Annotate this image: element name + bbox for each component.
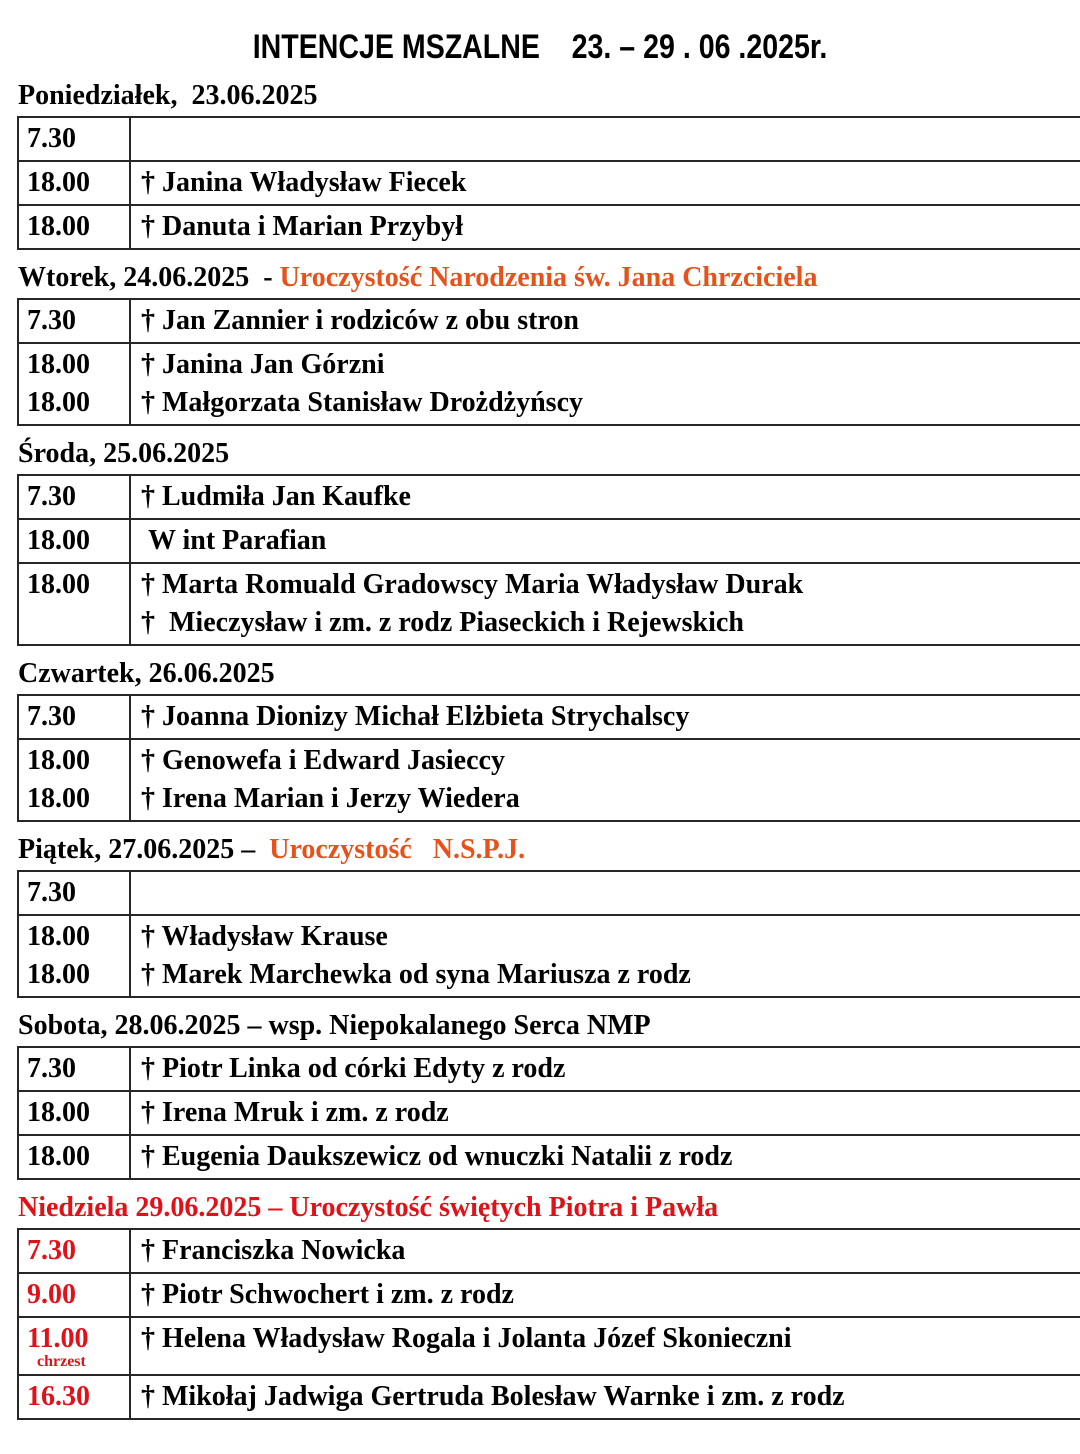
time-cell xyxy=(19,300,131,342)
intention-cell xyxy=(131,162,1080,204)
day-heading xyxy=(18,1191,1080,1224)
page-title-row xyxy=(0,26,1080,68)
intention-text: † Genowefa i Edward Jasieccy xyxy=(141,745,505,776)
time-label: 7.30 xyxy=(27,701,76,732)
intention-cell xyxy=(131,344,1080,424)
intention-text: † Marek Marchewka od syna Mariusza z rodz xyxy=(141,959,691,990)
intention-text: † Władysław Krause xyxy=(141,921,388,952)
time-cell xyxy=(19,916,131,996)
time-label: 18.00 xyxy=(27,921,90,952)
table-row xyxy=(19,872,1080,914)
intention-text: † Małgorzata Stanisław Drożdżyńscy xyxy=(141,387,583,418)
day-heading xyxy=(18,437,1080,470)
intention-cell xyxy=(131,1136,1080,1178)
intention-text: † Ludmiła Jan Kaufke xyxy=(141,481,411,512)
time-cell xyxy=(19,1376,131,1418)
time-label: 18.00 xyxy=(27,1097,90,1128)
table-row xyxy=(19,738,1080,820)
day-heading-part: Poniedziałek, 23.06.2025 xyxy=(18,80,318,111)
time-cell xyxy=(19,118,131,160)
time-label: 18.00 xyxy=(27,959,90,990)
table-row xyxy=(19,204,1080,248)
intention-cell xyxy=(131,206,1080,248)
table-row xyxy=(19,914,1080,996)
time-cell xyxy=(19,1318,131,1374)
time-cell xyxy=(19,564,131,644)
day-heading xyxy=(18,833,1080,866)
day-heading-part: Niedziela 29.06.2025 – Uroczystość świętych Piotra i Pawła xyxy=(18,1192,719,1223)
intention-text: † Joanna Dionizy Michał Elżbieta Strychalscy xyxy=(141,701,690,732)
intention-text: W int Parafian xyxy=(141,525,327,556)
time-label: 7.30 xyxy=(27,877,76,908)
day-heading-part: Uroczystość Narodzenia św. Jana Chrzciciela xyxy=(279,262,818,293)
time-cell xyxy=(19,1274,131,1316)
intention-cell xyxy=(131,300,1080,342)
day-section-piatek xyxy=(0,833,1080,998)
time-label: 16.30 xyxy=(27,1381,90,1412)
intentions-table xyxy=(17,474,1080,646)
time-cell xyxy=(19,1092,131,1134)
intention-cell xyxy=(131,520,1080,562)
intention-cell xyxy=(131,476,1080,518)
time-label: 18.00 xyxy=(27,525,90,556)
intention-cell xyxy=(131,1274,1080,1316)
intention-cell xyxy=(131,1048,1080,1090)
intention-text: † Danuta i Marian Przybył xyxy=(141,211,463,242)
day-section-sroda xyxy=(0,437,1080,646)
table-row xyxy=(19,342,1080,424)
time-label: 18.00 xyxy=(27,569,90,600)
day-section-niedziela xyxy=(0,1191,1080,1420)
table-row xyxy=(19,1134,1080,1178)
day-heading-part: Sobota, 28.06.2025 – wsp. Niepokalanego Serca NMP xyxy=(18,1010,651,1041)
intention-cell xyxy=(131,564,1080,644)
time-cell xyxy=(19,696,131,738)
intention-text: † Piotr Linka od córki Edyty z rodz xyxy=(141,1053,566,1084)
time-label: 9.00 xyxy=(27,1279,76,1310)
time-cell xyxy=(19,872,131,914)
intention-text: † Helena Władysław Rogala i Jolanta Józef Skonieczni xyxy=(141,1323,792,1354)
table-row xyxy=(19,1090,1080,1134)
intention-cell xyxy=(131,1230,1080,1272)
intention-cell xyxy=(131,1092,1080,1134)
time-cell xyxy=(19,520,131,562)
time-cell xyxy=(19,1230,131,1272)
intention-text: † Eugenia Daukszewicz od wnuczki Natalii z rodz xyxy=(141,1141,733,1172)
intention-text: † Janina Jan Górzni xyxy=(141,349,385,380)
table-row xyxy=(19,118,1080,160)
time-label: 18.00 xyxy=(27,387,90,418)
day-heading-part: Piątek, 27.06.2025 – xyxy=(18,834,270,865)
time-label: 7.30 xyxy=(27,1235,76,1266)
intentions-table xyxy=(17,298,1080,426)
time-label: 7.30 xyxy=(27,481,76,512)
table-row xyxy=(19,160,1080,204)
intention-text: † Irena Mruk i zm. z rodz xyxy=(141,1097,449,1128)
intentions-table xyxy=(17,1046,1080,1180)
time-label: 18.00 xyxy=(27,211,90,242)
intention-cell xyxy=(131,696,1080,738)
intention-cell xyxy=(131,1376,1080,1418)
intention-text xyxy=(141,120,1072,158)
time-label: 18.00 xyxy=(27,349,90,380)
intention-text: † Franciszka Nowicka xyxy=(141,1235,406,1266)
intention-text: † Piotr Schwochert i zm. z rodz xyxy=(141,1279,514,1310)
table-row xyxy=(19,518,1080,562)
day-heading xyxy=(18,79,1080,112)
time-note: chrzest xyxy=(37,1353,86,1370)
time-cell xyxy=(19,740,131,820)
time-cell xyxy=(19,1136,131,1178)
time-cell xyxy=(19,206,131,248)
intention-text: † Irena Marian i Jerzy Wiedera xyxy=(141,783,520,814)
day-heading-part: Środa, 25.06.2025 xyxy=(18,438,230,469)
intention-cell xyxy=(131,740,1080,820)
intention-cell xyxy=(131,1318,1080,1374)
table-row xyxy=(19,1272,1080,1316)
intention-cell xyxy=(131,118,1080,160)
intention-text: † Marta Romuald Gradowscy Maria Władysław Durak xyxy=(141,569,804,600)
intention-text: † Janina Władysław Fiecek xyxy=(141,167,467,198)
intention-text: † Mieczysław i zm. z rodz Piaseckich i Rejewskich xyxy=(141,607,744,638)
day-section-poniedzialek xyxy=(0,79,1080,250)
time-cell xyxy=(19,162,131,204)
day-section-sobota xyxy=(0,1009,1080,1180)
intention-cell xyxy=(131,872,1080,914)
table-row xyxy=(19,476,1080,518)
time-label: 11.00 xyxy=(27,1323,89,1354)
table-row xyxy=(19,1048,1080,1090)
page-title: INTENCJE MSZALNE 23. – 29 . 06 .2025r. xyxy=(252,28,828,66)
day-heading xyxy=(18,261,1080,294)
day-heading xyxy=(18,1009,1080,1042)
time-label: 18.00 xyxy=(27,745,90,776)
intention-text: † Jan Zannier i rodziców z obu stron xyxy=(141,305,579,336)
time-cell xyxy=(19,344,131,424)
day-heading xyxy=(18,657,1080,690)
time-label: 7.30 xyxy=(27,1053,76,1084)
table-row xyxy=(19,696,1080,738)
time-label: 7.30 xyxy=(27,123,76,154)
schedule-sections xyxy=(0,79,1080,1420)
day-section-czwartek xyxy=(0,657,1080,822)
time-label: 18.00 xyxy=(27,167,90,198)
intentions-table xyxy=(17,116,1080,250)
table-row xyxy=(19,1374,1080,1418)
intention-text xyxy=(141,874,1072,912)
intentions-table xyxy=(17,1228,1080,1420)
day-heading-part: Wtorek, 24.06.2025 - xyxy=(18,262,280,293)
day-heading-part: Uroczystość N.S.P.J. xyxy=(269,834,526,865)
intentions-table xyxy=(17,870,1080,998)
table-row xyxy=(19,1230,1080,1272)
intention-text: † Mikołaj Jadwiga Gertruda Bolesław Warnke i zm. z rodz xyxy=(141,1381,845,1412)
time-label: 18.00 xyxy=(27,783,90,814)
table-row xyxy=(19,300,1080,342)
intention-cell xyxy=(131,916,1080,996)
time-cell xyxy=(19,1048,131,1090)
time-cell xyxy=(19,476,131,518)
table-row xyxy=(19,562,1080,644)
table-row xyxy=(19,1316,1080,1374)
day-section-wtorek xyxy=(0,261,1080,426)
time-label: 18.00 xyxy=(27,1141,90,1172)
intentions-table xyxy=(17,694,1080,822)
time-label: 7.30 xyxy=(27,305,76,336)
day-heading-part: Czwartek, 26.06.2025 xyxy=(18,658,275,689)
